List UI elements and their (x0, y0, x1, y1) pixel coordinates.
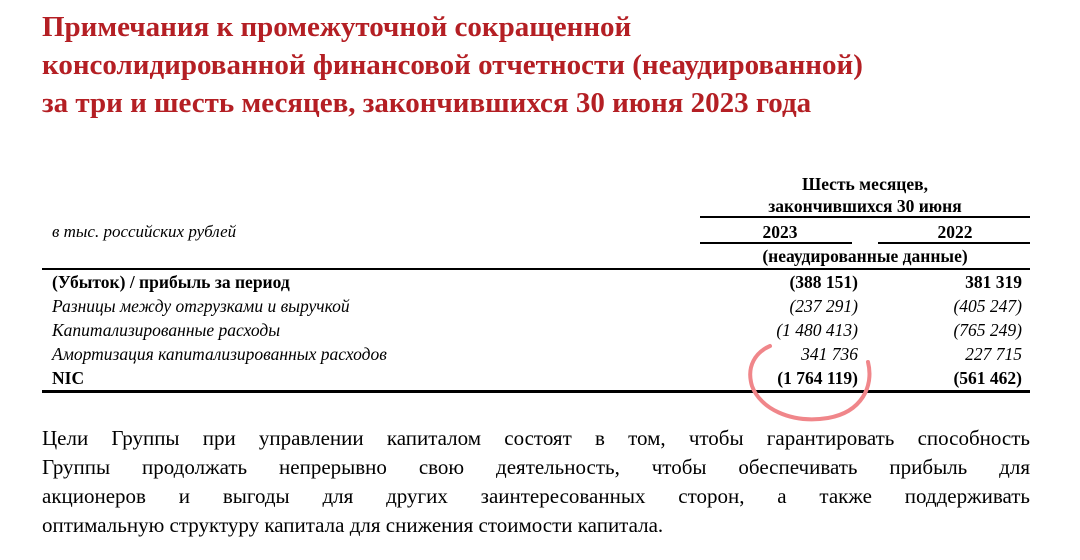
row-label: Разницы между отгрузками и выручкой (52, 296, 350, 316)
year-rule-2023 (700, 242, 852, 244)
period-header-rule (700, 216, 1030, 218)
row-label: NIC (52, 368, 85, 388)
table-row-amortization (0, 344, 1080, 366)
title-line-3: за три и шесть месяцев, закончившихся 30 июня 2023 года (42, 87, 812, 119)
table-row-shipment-revenue-difference (0, 296, 1080, 318)
value-2022: (405 247) (953, 296, 1022, 316)
value-2023: (1 480 413) (776, 320, 858, 340)
paragraph-line-3: акционеров и выгоды для других заинтересованных сторон, а также поддерживать (42, 484, 1030, 508)
row-label: Капитализированные расходы (52, 320, 281, 340)
year-header-2023: 2023 (762, 222, 798, 242)
period-header-line-1: Шесть месяцев, (801, 174, 928, 194)
value-2022: 227 715 (965, 344, 1022, 364)
period-header-line-2: закончившихся 30 июня (768, 196, 962, 216)
year-rule-2022 (878, 242, 1030, 244)
table-bottom-rule (42, 390, 1030, 393)
value-2023: 341 736 (801, 344, 858, 364)
value-2022: (765 249) (953, 320, 1022, 340)
paragraph-line-1: Цели Группы при управлении капиталом состоят в том, чтобы гарантировать способность (42, 426, 1030, 450)
table-row-nic (0, 368, 1080, 390)
paragraph-line-4: оптимальную структуру капитала для снижения стоимости капитала. (42, 513, 664, 537)
value-2023: (388 151) (789, 272, 858, 292)
title-line-1: Примечания к промежуточной сокращенной (42, 11, 632, 43)
units-label: в тыс. российских рублей (52, 222, 237, 241)
paragraph-line-2: Группы продолжать непрерывно свою деятельность, чтобы обеспечивать прибыль для (42, 455, 1030, 479)
year-header-2022: 2022 (937, 222, 973, 242)
row-label: (Убыток) / прибыль за период (52, 272, 290, 292)
row-label: Амортизация капитализированных расходов (52, 344, 387, 364)
capital-management-paragraph (42, 424, 1030, 540)
audit-note: (неаудированные данные) (762, 246, 968, 266)
value-2023: (1 764 119) (777, 368, 858, 388)
value-2022: (561 462) (953, 368, 1022, 388)
document-title (42, 8, 1052, 122)
title-line-2: консолидированной финансовой отчетности (неаудированной) (42, 49, 863, 81)
value-2022: 381 319 (965, 272, 1022, 292)
table-row-net-result (0, 272, 1080, 294)
table-header-rule (42, 268, 1030, 270)
value-2023: (237 291) (789, 296, 858, 316)
table-row-capitalized-expenses (0, 320, 1080, 342)
